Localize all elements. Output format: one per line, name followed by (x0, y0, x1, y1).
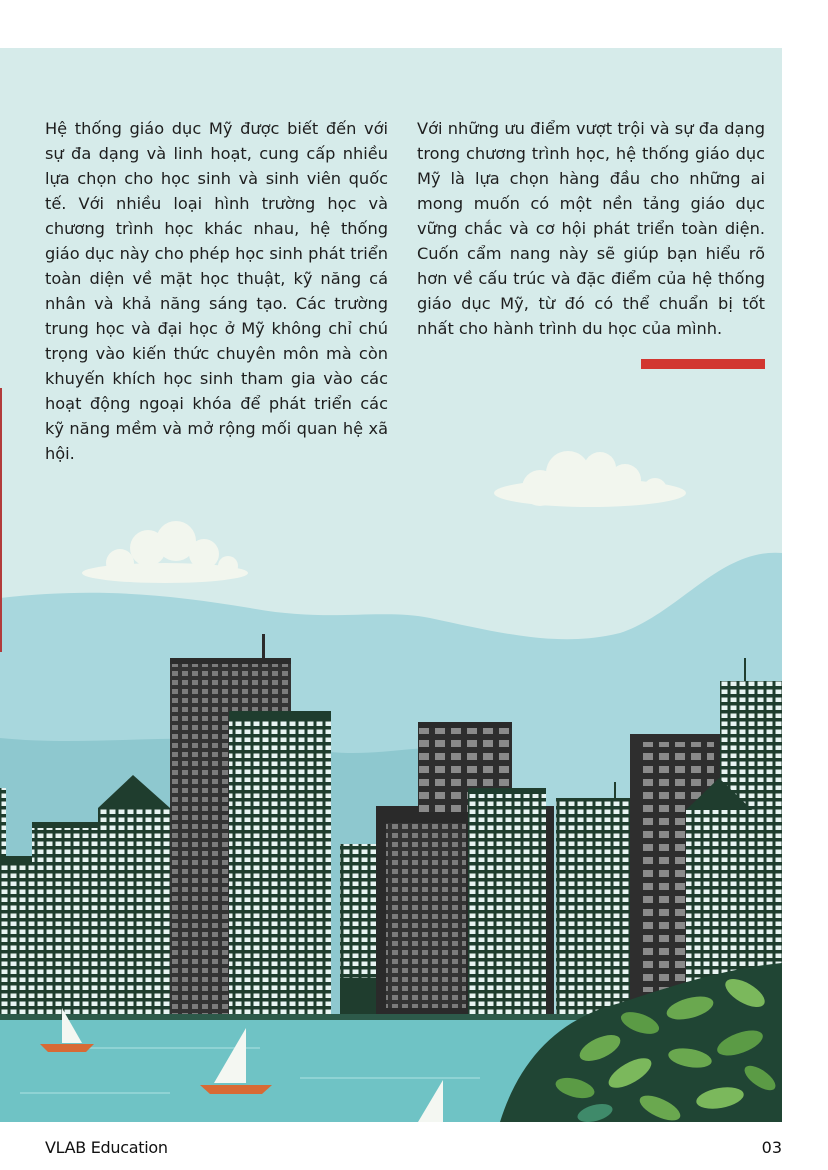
cloud-left (82, 521, 248, 583)
cloud-right (494, 451, 686, 507)
footer-brand: VLAB Education (45, 1138, 168, 1157)
body-paragraph-right: Với những ưu điểm vượt trội và sự đa dạng trong chương trình học, hệ thống giáo dục Mỹ là lựa chọn hàng đầu cho những ai mong muốn có một nền tảng giáo dục vững chắc và cơ hội phát triển toàn diện. Cuốn cẩm nang này sẽ giúp bạn hiểu rõ hơn về cấu trúc và đặc điểm của hệ thống giáo dục Mỹ, từ đó có thể chuẩn bị tốt nhất cho hành trình du học của mình. (417, 119, 765, 338)
content-panel (0, 48, 782, 1122)
body-paragraph-left: Hệ thống giáo dục Mỹ được biết đến với sự đa dạng và linh hoạt, cung cấp nhiều lựa chọn cho học sinh và sinh viên quốc tế. Với nhiều loại hình trường học và chương trình học khác nhau, hệ thống giáo dục này cho phép học sinh phát triển toàn diện về mặt học thuật, kỹ năng cá nhân và khả năng sáng tạo. Các trường trung học và đại học ở Mỹ không chỉ chú trọng vào kiến thức chuyên môn mà còn khuyến khích học sinh tham gia vào các hoạt động ngoại khóa để phát triển các kỹ năng mềm và mở rộng mối quan hệ xã hội. (45, 119, 388, 463)
page-number: 03 (761, 1138, 782, 1157)
accent-bar (641, 359, 765, 369)
edge-line-decoration (0, 388, 2, 652)
